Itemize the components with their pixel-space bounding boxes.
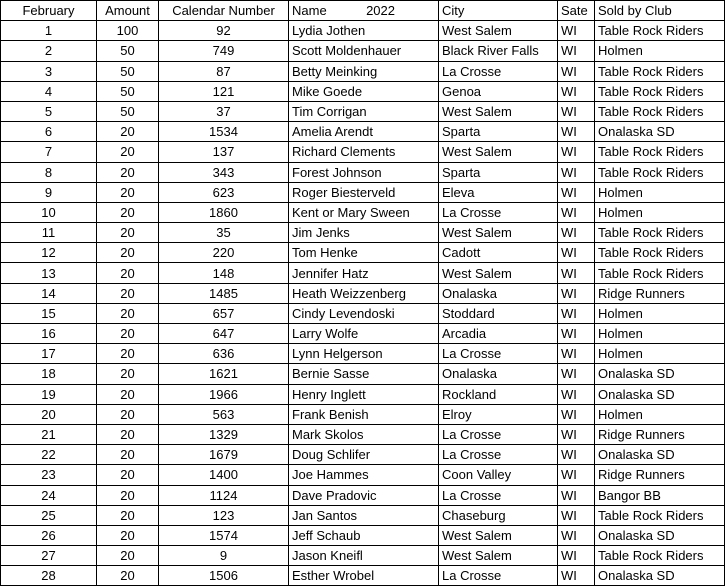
- cell-city: La Crosse: [439, 424, 558, 444]
- cell-day: 16: [1, 324, 97, 344]
- cell-amount: 20: [97, 324, 159, 344]
- table-row: [1, 566, 725, 586]
- cell-calendar-number: 1534: [159, 122, 289, 142]
- cell-state: WI: [558, 303, 595, 323]
- table-row: [1, 122, 725, 142]
- cell-day: 27: [1, 546, 97, 566]
- table-row: [1, 263, 725, 283]
- cell-day: 11: [1, 223, 97, 243]
- cell-calendar-number: 657: [159, 303, 289, 323]
- header-name-cell: [289, 1, 439, 21]
- cell-club: Table Rock Riders: [595, 162, 725, 182]
- table-row: [1, 445, 725, 465]
- cell-day: 8: [1, 162, 97, 182]
- cell-club: Table Rock Riders: [595, 223, 725, 243]
- cell-amount: 20: [97, 182, 159, 202]
- cell-club: Holmen: [595, 324, 725, 344]
- cell-day: 4: [1, 81, 97, 101]
- cell-city: Arcadia: [439, 324, 558, 344]
- cell-city: West Salem: [439, 263, 558, 283]
- cell-amount: 20: [97, 445, 159, 465]
- cell-amount: 20: [97, 485, 159, 505]
- cell-day: 5: [1, 101, 97, 121]
- table-row: [1, 81, 725, 101]
- cell-state: WI: [558, 384, 595, 404]
- cell-calendar-number: 1400: [159, 465, 289, 485]
- cell-amount: 20: [97, 142, 159, 162]
- table-row: [1, 364, 725, 384]
- cell-club: Table Rock Riders: [595, 21, 725, 41]
- cell-club: Onalaska SD: [595, 384, 725, 404]
- cell-city: Onalaska: [439, 364, 558, 384]
- cell-name: Lydia Jothen: [289, 21, 439, 41]
- cell-day: 7: [1, 142, 97, 162]
- cell-day: 10: [1, 202, 97, 222]
- cell-amount: 20: [97, 202, 159, 222]
- cell-amount: 20: [97, 566, 159, 586]
- cell-name: Frank Benish: [289, 404, 439, 424]
- table-row: [1, 344, 725, 364]
- cell-state: WI: [558, 202, 595, 222]
- cell-city: Sparta: [439, 162, 558, 182]
- cell-city: Elroy: [439, 404, 558, 424]
- cell-city: Black River Falls: [439, 41, 558, 61]
- cell-amount: 20: [97, 505, 159, 525]
- cell-club: Holmen: [595, 182, 725, 202]
- header-state: Sate: [558, 1, 595, 21]
- cell-club: Ridge Runners: [595, 424, 725, 444]
- cell-day: 9: [1, 182, 97, 202]
- table-row: [1, 162, 725, 182]
- cell-name: Cindy Levendoski: [289, 303, 439, 323]
- cell-club: Holmen: [595, 404, 725, 424]
- header-february: February: [1, 1, 97, 21]
- cell-city: Onalaska: [439, 283, 558, 303]
- cell-name: Amelia Arendt: [289, 122, 439, 142]
- cell-city: La Crosse: [439, 566, 558, 586]
- cell-state: WI: [558, 61, 595, 81]
- cell-day: 21: [1, 424, 97, 444]
- cell-state: WI: [558, 324, 595, 344]
- cell-state: WI: [558, 566, 595, 586]
- cell-club: Table Rock Riders: [595, 243, 725, 263]
- cell-amount: 20: [97, 344, 159, 364]
- cell-amount: 20: [97, 122, 159, 142]
- cell-name: Richard Clements: [289, 142, 439, 162]
- cell-calendar-number: 1124: [159, 485, 289, 505]
- cell-calendar-number: 647: [159, 324, 289, 344]
- cell-state: WI: [558, 122, 595, 142]
- cell-calendar-number: 1679: [159, 445, 289, 465]
- cell-state: WI: [558, 21, 595, 41]
- cell-amount: 20: [97, 404, 159, 424]
- cell-day: 24: [1, 485, 97, 505]
- cell-club: Bangor BB: [595, 485, 725, 505]
- table-row: [1, 384, 725, 404]
- cell-day: 26: [1, 525, 97, 545]
- cell-calendar-number: 87: [159, 61, 289, 81]
- cell-city: Eleva: [439, 182, 558, 202]
- cell-name: Dave Pradovic: [289, 485, 439, 505]
- header-city: City: [439, 1, 558, 21]
- table-row: [1, 202, 725, 222]
- cell-calendar-number: 1574: [159, 525, 289, 545]
- cell-calendar-number: 636: [159, 344, 289, 364]
- cell-calendar-number: 121: [159, 81, 289, 101]
- cell-name: Kent or Mary Sween: [289, 202, 439, 222]
- cell-amount: 20: [97, 283, 159, 303]
- cell-name: Tom Henke: [289, 243, 439, 263]
- cell-club: Ridge Runners: [595, 465, 725, 485]
- cell-amount: 20: [97, 263, 159, 283]
- cell-calendar-number: 1966: [159, 384, 289, 404]
- cell-name: Jennifer Hatz: [289, 263, 439, 283]
- cell-city: Cadott: [439, 243, 558, 263]
- cell-calendar-number: 1621: [159, 364, 289, 384]
- cell-city: La Crosse: [439, 202, 558, 222]
- cell-name: Scott Moldenhauer: [289, 41, 439, 61]
- cell-name: Jan Santos: [289, 505, 439, 525]
- cell-calendar-number: 92: [159, 21, 289, 41]
- cell-day: 3: [1, 61, 97, 81]
- cell-city: La Crosse: [439, 344, 558, 364]
- cell-name: Forest Johnson: [289, 162, 439, 182]
- cell-amount: 20: [97, 465, 159, 485]
- cell-day: 6: [1, 122, 97, 142]
- cell-amount: 50: [97, 61, 159, 81]
- table-row: [1, 485, 725, 505]
- cell-state: WI: [558, 182, 595, 202]
- header-name: Name: [292, 3, 327, 19]
- cell-amount: 20: [97, 424, 159, 444]
- cell-state: WI: [558, 162, 595, 182]
- cell-amount: 20: [97, 546, 159, 566]
- cell-amount: 20: [97, 364, 159, 384]
- table-row: [1, 404, 725, 424]
- table-row: [1, 142, 725, 162]
- cell-city: West Salem: [439, 101, 558, 121]
- cell-amount: 20: [97, 384, 159, 404]
- cell-city: Coon Valley: [439, 465, 558, 485]
- table-row: [1, 424, 725, 444]
- cell-club: Onalaska SD: [595, 525, 725, 545]
- cell-day: 17: [1, 344, 97, 364]
- cell-calendar-number: 37: [159, 101, 289, 121]
- cell-city: West Salem: [439, 21, 558, 41]
- cell-state: WI: [558, 364, 595, 384]
- cell-state: WI: [558, 101, 595, 121]
- cell-club: Table Rock Riders: [595, 505, 725, 525]
- table-row: [1, 525, 725, 545]
- cell-name: Lynn Helgerson: [289, 344, 439, 364]
- cell-club: Table Rock Riders: [595, 81, 725, 101]
- cell-amount: 50: [97, 41, 159, 61]
- cell-calendar-number: 137: [159, 142, 289, 162]
- cell-club: Holmen: [595, 303, 725, 323]
- cell-calendar-number: 1329: [159, 424, 289, 444]
- cell-day: 18: [1, 364, 97, 384]
- cell-city: Sparta: [439, 122, 558, 142]
- cell-state: WI: [558, 344, 595, 364]
- cell-club: Holmen: [595, 344, 725, 364]
- cell-name: Jeff Schaub: [289, 525, 439, 545]
- cell-day: 12: [1, 243, 97, 263]
- cell-city: West Salem: [439, 223, 558, 243]
- table-row: [1, 182, 725, 202]
- cell-state: WI: [558, 485, 595, 505]
- cell-city: West Salem: [439, 546, 558, 566]
- cell-club: Onalaska SD: [595, 364, 725, 384]
- cell-club: Table Rock Riders: [595, 263, 725, 283]
- cell-name: Betty Meinking: [289, 61, 439, 81]
- cell-day: 20: [1, 404, 97, 424]
- cell-day: 2: [1, 41, 97, 61]
- cell-club: Onalaska SD: [595, 445, 725, 465]
- cell-name: Mark Skolos: [289, 424, 439, 444]
- cell-amount: 20: [97, 303, 159, 323]
- cell-state: WI: [558, 283, 595, 303]
- header-sold-by-club: Sold by Club: [595, 1, 725, 21]
- cell-day: 23: [1, 465, 97, 485]
- cell-club: Table Rock Riders: [595, 101, 725, 121]
- cell-day: 22: [1, 445, 97, 465]
- cell-state: WI: [558, 142, 595, 162]
- cell-calendar-number: 220: [159, 243, 289, 263]
- cell-day: 19: [1, 384, 97, 404]
- header-calendar-number: Calendar Number: [159, 1, 289, 21]
- cell-name: Jason Kneifl: [289, 546, 439, 566]
- cell-day: 14: [1, 283, 97, 303]
- table-row: [1, 243, 725, 263]
- table-row: [1, 101, 725, 121]
- table-row: [1, 546, 725, 566]
- cell-state: WI: [558, 525, 595, 545]
- cell-name: Mike Goede: [289, 81, 439, 101]
- cell-day: 28: [1, 566, 97, 586]
- cell-city: La Crosse: [439, 485, 558, 505]
- cell-name: Larry Wolfe: [289, 324, 439, 344]
- cell-name: Bernie Sasse: [289, 364, 439, 384]
- table-row: [1, 303, 725, 323]
- cell-club: Table Rock Riders: [595, 546, 725, 566]
- cell-state: WI: [558, 546, 595, 566]
- cell-calendar-number: 148: [159, 263, 289, 283]
- cell-club: Onalaska SD: [595, 122, 725, 142]
- cell-name: Henry Inglett: [289, 384, 439, 404]
- header-row: [1, 1, 725, 21]
- cell-name: Jim Jenks: [289, 223, 439, 243]
- cell-name: Doug Schlifer: [289, 445, 439, 465]
- cell-amount: 50: [97, 101, 159, 121]
- cell-calendar-number: 1860: [159, 202, 289, 222]
- cell-city: Rockland: [439, 384, 558, 404]
- cell-city: La Crosse: [439, 61, 558, 81]
- cell-club: Ridge Runners: [595, 283, 725, 303]
- table-row: [1, 41, 725, 61]
- cell-state: WI: [558, 404, 595, 424]
- cell-state: WI: [558, 465, 595, 485]
- cell-name: Esther Wrobel: [289, 566, 439, 586]
- table-row: [1, 465, 725, 485]
- cell-name: Heath Weizzenberg: [289, 283, 439, 303]
- cell-amount: 20: [97, 243, 159, 263]
- table-row: [1, 223, 725, 243]
- cell-city: West Salem: [439, 142, 558, 162]
- cell-calendar-number: 749: [159, 41, 289, 61]
- cell-state: WI: [558, 41, 595, 61]
- cell-day: 1: [1, 21, 97, 41]
- cell-state: WI: [558, 223, 595, 243]
- cell-city: Genoa: [439, 81, 558, 101]
- cell-amount: 20: [97, 223, 159, 243]
- table-row: [1, 61, 725, 81]
- cell-city: Stoddard: [439, 303, 558, 323]
- cell-city: West Salem: [439, 525, 558, 545]
- table-row: [1, 21, 725, 41]
- cell-club: Holmen: [595, 41, 725, 61]
- cell-day: 25: [1, 505, 97, 525]
- cell-calendar-number: 623: [159, 182, 289, 202]
- header-amount: Amount: [97, 1, 159, 21]
- cell-name: Joe Hammes: [289, 465, 439, 485]
- cell-club: Onalaska SD: [595, 566, 725, 586]
- header-year: 2022: [366, 3, 395, 19]
- cell-club: Table Rock Riders: [595, 142, 725, 162]
- cell-state: WI: [558, 445, 595, 465]
- cell-calendar-number: 343: [159, 162, 289, 182]
- cell-calendar-number: 1485: [159, 283, 289, 303]
- cell-amount: 100: [97, 21, 159, 41]
- cell-amount: 20: [97, 162, 159, 182]
- table-row: [1, 505, 725, 525]
- cell-state: WI: [558, 81, 595, 101]
- cell-club: Holmen: [595, 202, 725, 222]
- cell-city: La Crosse: [439, 445, 558, 465]
- table-row: [1, 324, 725, 344]
- cell-name: Tim Corrigan: [289, 101, 439, 121]
- cell-calendar-number: 123: [159, 505, 289, 525]
- cell-city: Chaseburg: [439, 505, 558, 525]
- cell-state: WI: [558, 505, 595, 525]
- cell-state: WI: [558, 263, 595, 283]
- table-row: [1, 283, 725, 303]
- cell-club: Table Rock Riders: [595, 61, 725, 81]
- cell-calendar-number: 35: [159, 223, 289, 243]
- cell-state: WI: [558, 424, 595, 444]
- cell-day: 15: [1, 303, 97, 323]
- cell-calendar-number: 1506: [159, 566, 289, 586]
- cell-state: WI: [558, 243, 595, 263]
- cell-amount: 20: [97, 525, 159, 545]
- cell-calendar-number: 563: [159, 404, 289, 424]
- cell-day: 13: [1, 263, 97, 283]
- cell-amount: 50: [97, 81, 159, 101]
- cell-name: Roger Biesterveld: [289, 182, 439, 202]
- cell-calendar-number: 9: [159, 546, 289, 566]
